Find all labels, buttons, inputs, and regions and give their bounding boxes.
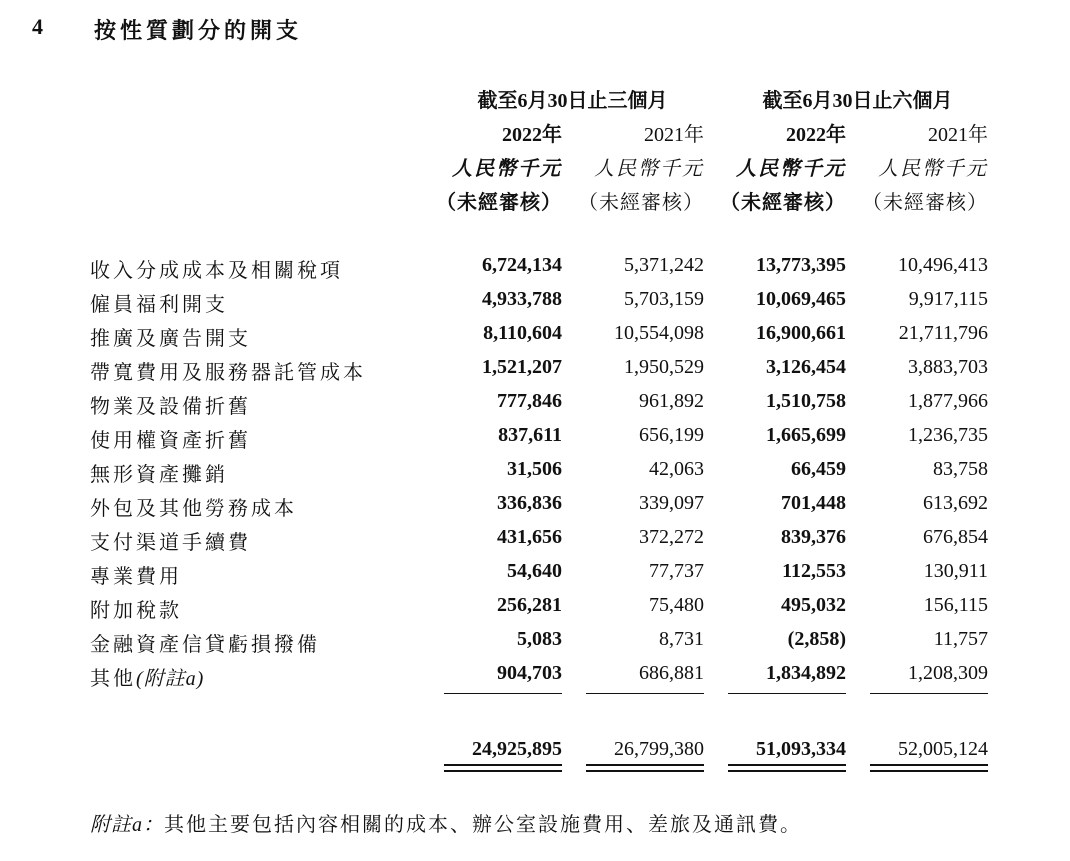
value-2022-q2: 256,281 [497,594,562,616]
value-2021-h1: 11,757 [933,628,988,650]
value-2021-q2: 686,881 [639,662,704,684]
table-row [0,356,1070,390]
total-double-rule [444,764,562,772]
total-2021-q2: 26,799,380 [614,738,704,760]
value-2022-h1: 66,459 [791,458,846,480]
value-2021-q2: 10,554,098 [614,322,704,344]
row-label: 無形資產攤銷 [90,464,228,486]
value-2021-h1: 83,758 [933,458,988,480]
value-2021-h1: 613,692 [923,492,988,514]
value-2021-q2: 339,097 [639,492,704,514]
total-double-rule [586,764,704,772]
table-row [0,594,1070,628]
value-2022-q2: 904,703 [497,662,562,684]
table-row [0,458,1070,492]
total-double-rule [870,764,988,772]
col3-currency: 人民幣千元 [736,158,846,180]
row-label-text: 其他 [90,668,136,690]
value-2022-h1: 1,665,699 [766,424,846,446]
subtotal-rule [586,693,704,694]
row-label: 收入分成成本及相關稅項 [90,260,343,282]
value-2021-h1: 9,917,115 [908,288,988,310]
value-2021-q2: 656,199 [639,424,704,446]
row-label: 物業及設備折舊 [90,396,251,418]
row-label-note: (附註a) [136,668,205,690]
total-2022-h1: 51,093,334 [756,738,846,760]
value-2021-h1: 130,911 [923,560,988,582]
value-2021-q2: 75,480 [649,594,704,616]
table-row [0,662,1070,696]
value-2022-h1: 13,773,395 [756,254,846,276]
table-row [0,492,1070,526]
value-2022-h1: (2,858) [787,628,846,650]
table-row [0,628,1070,662]
table-row [0,288,1070,322]
value-2022-q2: 837,611 [498,424,562,446]
row-label: 金融資產信貸虧損撥備 [90,634,320,656]
value-2021-h1: 21,711,796 [898,322,988,344]
period-header-three-months: 截至6月30日止三個月 [477,90,668,112]
value-2022-q2: 8,110,604 [483,322,562,344]
footnote-ref: 附註a： [90,814,164,836]
table-row [0,424,1070,458]
value-2022-q2: 6,724,134 [482,254,562,276]
table-row [0,560,1070,594]
total-2021-h1: 52,005,124 [898,738,988,760]
value-2021-h1: 1,236,735 [908,424,988,446]
value-2021-h1: 10,496,413 [898,254,988,276]
section-title: 按性質劃分的開支 [94,18,303,43]
period-header-six-months: 截至6月30日止六個月 [762,90,953,112]
value-2021-h1: 676,854 [923,526,988,548]
value-2022-q2: 31,506 [507,458,562,480]
value-2022-q2: 431,656 [497,526,562,548]
col3-audit-status: （未經審核） [720,192,846,214]
col4-audit-status: （未經審核） [862,192,988,214]
table-row [0,526,1070,560]
subtotal-rule [444,693,562,694]
value-2021-h1: 1,877,966 [908,390,988,412]
table-row [0,254,1070,288]
row-label: 使用權資產折舊 [90,430,251,452]
row-label: 支付渠道手續費 [90,532,251,554]
table-row [0,390,1070,424]
row-label: 附加稅款 [90,600,182,622]
value-2022-h1: 495,032 [781,594,846,616]
value-2022-q2: 777,846 [497,390,562,412]
row-label: 帶寬費用及服務器託管成本 [90,362,366,384]
value-2021-h1: 3,883,703 [908,356,988,378]
col4-year: 2021年 [928,124,988,146]
subtotal-rule [870,693,988,694]
value-2022-h1: 1,510,758 [766,390,846,412]
row-label [90,662,204,691]
value-2022-q2: 5,083 [517,628,562,650]
value-2022-h1: 112,553 [782,560,846,582]
col1-currency: 人民幣千元 [452,158,562,180]
value-2021-q2: 372,272 [639,526,704,548]
value-2022-h1: 16,900,661 [756,322,846,344]
value-2022-h1: 701,448 [781,492,846,514]
value-2021-h1: 156,115 [923,594,988,616]
col1-audit-status: （未經審核） [436,192,562,214]
col1-year: 2022年 [502,124,562,146]
value-2022-q2: 1,521,207 [482,356,562,378]
row-label: 推廣及廣告開支 [90,328,251,350]
total-double-rule [728,764,846,772]
value-2021-h1: 1,208,309 [908,662,988,684]
row-label: 僱員福利開支 [90,294,228,316]
value-2022-h1: 839,376 [781,526,846,548]
value-2021-q2: 77,737 [649,560,704,582]
col2-year: 2021年 [644,124,704,146]
subtotal-rule [728,693,846,694]
value-2022-h1: 10,069,465 [756,288,846,310]
value-2021-q2: 5,371,242 [624,254,704,276]
table-row [0,322,1070,356]
col3-year: 2022年 [786,124,846,146]
col2-audit-status: （未經審核） [578,192,704,214]
section-number: 4 [32,14,43,39]
value-2022-q2: 54,640 [507,560,562,582]
row-label: 外包及其他勞務成本 [90,498,297,520]
value-2022-q2: 336,836 [497,492,562,514]
value-2021-q2: 5,703,159 [624,288,704,310]
value-2021-q2: 8,731 [659,628,704,650]
col2-currency: 人民幣千元 [594,158,704,180]
total-2022-q2: 24,925,895 [472,738,562,760]
row-label: 專業費用 [90,566,182,588]
value-2022-h1: 3,126,454 [766,356,846,378]
col4-currency: 人民幣千元 [878,158,988,180]
footnote [90,808,802,837]
value-2022-q2: 4,933,788 [482,288,562,310]
value-2021-q2: 42,063 [649,458,704,480]
value-2021-q2: 961,892 [639,390,704,412]
footnote-text: 其他主要包括內容相關的成本、辦公室設施費用、差旅及通訊費。 [164,814,802,836]
value-2021-q2: 1,950,529 [624,356,704,378]
value-2022-h1: 1,834,892 [766,662,846,684]
